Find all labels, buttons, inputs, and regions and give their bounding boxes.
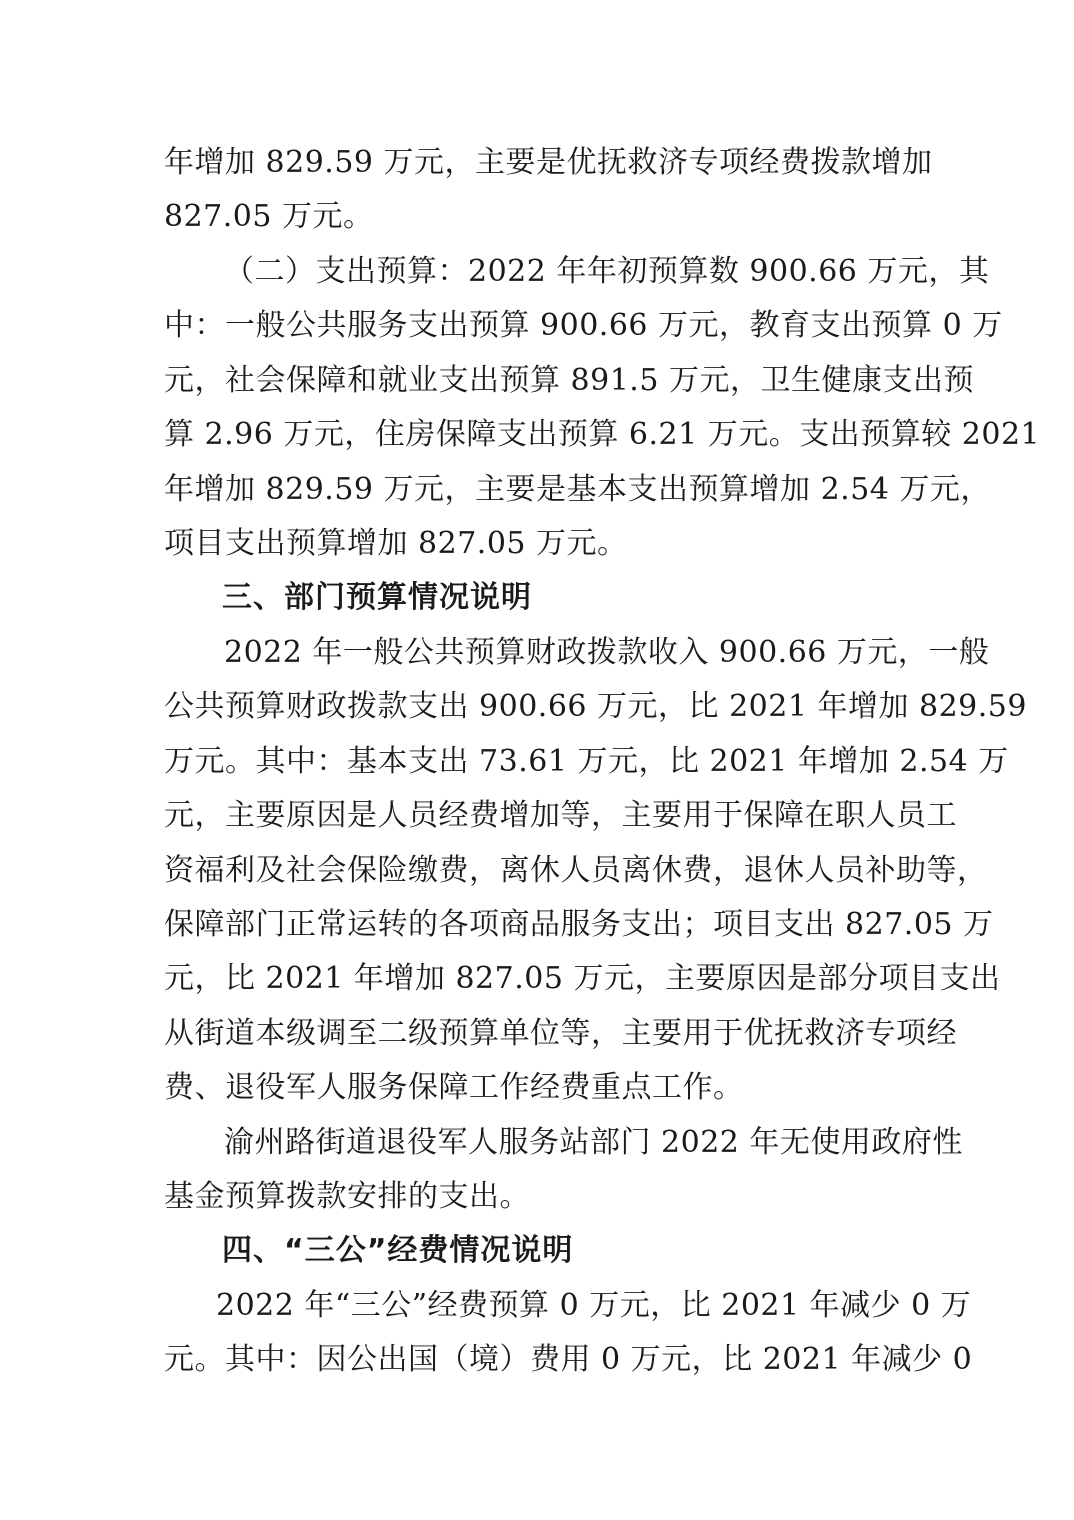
body-text-line: 公共预算财政拨款支出 900.66 万元，比 2021 年增加 829.59 [164, 689, 1027, 724]
body-text-line: 基金预算拨款安排的支出。 [164, 1179, 530, 1214]
body-text-line: 元，社会保障和就业支出预算 891.5 万元，卫生健康支出预 [164, 363, 974, 398]
body-text-line: 项目支出预算增加 827.05 万元。 [164, 526, 628, 561]
body-text-line: 渝州路街道退役军人服务站部门 2022 年无使用政府性 [224, 1125, 963, 1160]
body-text-line: 元，比 2021 年增加 827.05 万元，主要原因是部分项目支出 [164, 961, 1001, 996]
body-text-line: 费、退役军人服务保障工作经费重点工作。 [164, 1070, 744, 1105]
body-text-line: 年增加 829.59 万元，主要是基本支出预算增加 2.54 万元， [164, 472, 991, 507]
section-heading: 三、部门预算情况说明 [222, 580, 532, 615]
body-text-line: 2022 年“三公”经费预算 0 万元，比 2021 年减少 0 万 [216, 1288, 972, 1323]
body-text-line: 中：一般公共服务支出预算 900.66 万元，教育支出预算 0 万 [164, 308, 1003, 343]
subsection-paragraph-line: （二）支出预算：2022 年年初预算数 900.66 万元，其 [224, 254, 990, 289]
body-text-line: 827.05 万元。 [164, 199, 374, 234]
body-text-line: 2022 年一般公共预算财政拨款收入 900.66 万元，一般 [224, 635, 990, 670]
body-text-line: 年增加 829.59 万元，主要是优抚救济专项经费拨款增加 [164, 145, 933, 180]
body-text-line: 资福利及社会保险缴费，离休人员离休费，退休人员补助等， [164, 853, 988, 888]
body-text-line: 算 2.96 万元，住房保障支出预算 6.21 万元。支出预算较 2021 [164, 417, 1041, 452]
body-text-line: 从街道本级调至二级预算单位等，主要用于优抚救济专项经 [164, 1016, 957, 1051]
body-text-line: 元，主要原因是人员经费增加等，主要用于保障在职人员工 [164, 798, 957, 833]
body-text-line: 保障部门正常运转的各项商品服务支出；项目支出 827.05 万 [164, 907, 994, 942]
body-text-line: 元。其中：因公出国（境）费用 0 万元，比 2021 年减少 0 [164, 1342, 973, 1377]
section-heading: 四、“三公”经费情况说明 [222, 1233, 574, 1268]
body-text-line: 万元。其中：基本支出 73.61 万元，比 2021 年增加 2.54 万 [164, 744, 1009, 779]
